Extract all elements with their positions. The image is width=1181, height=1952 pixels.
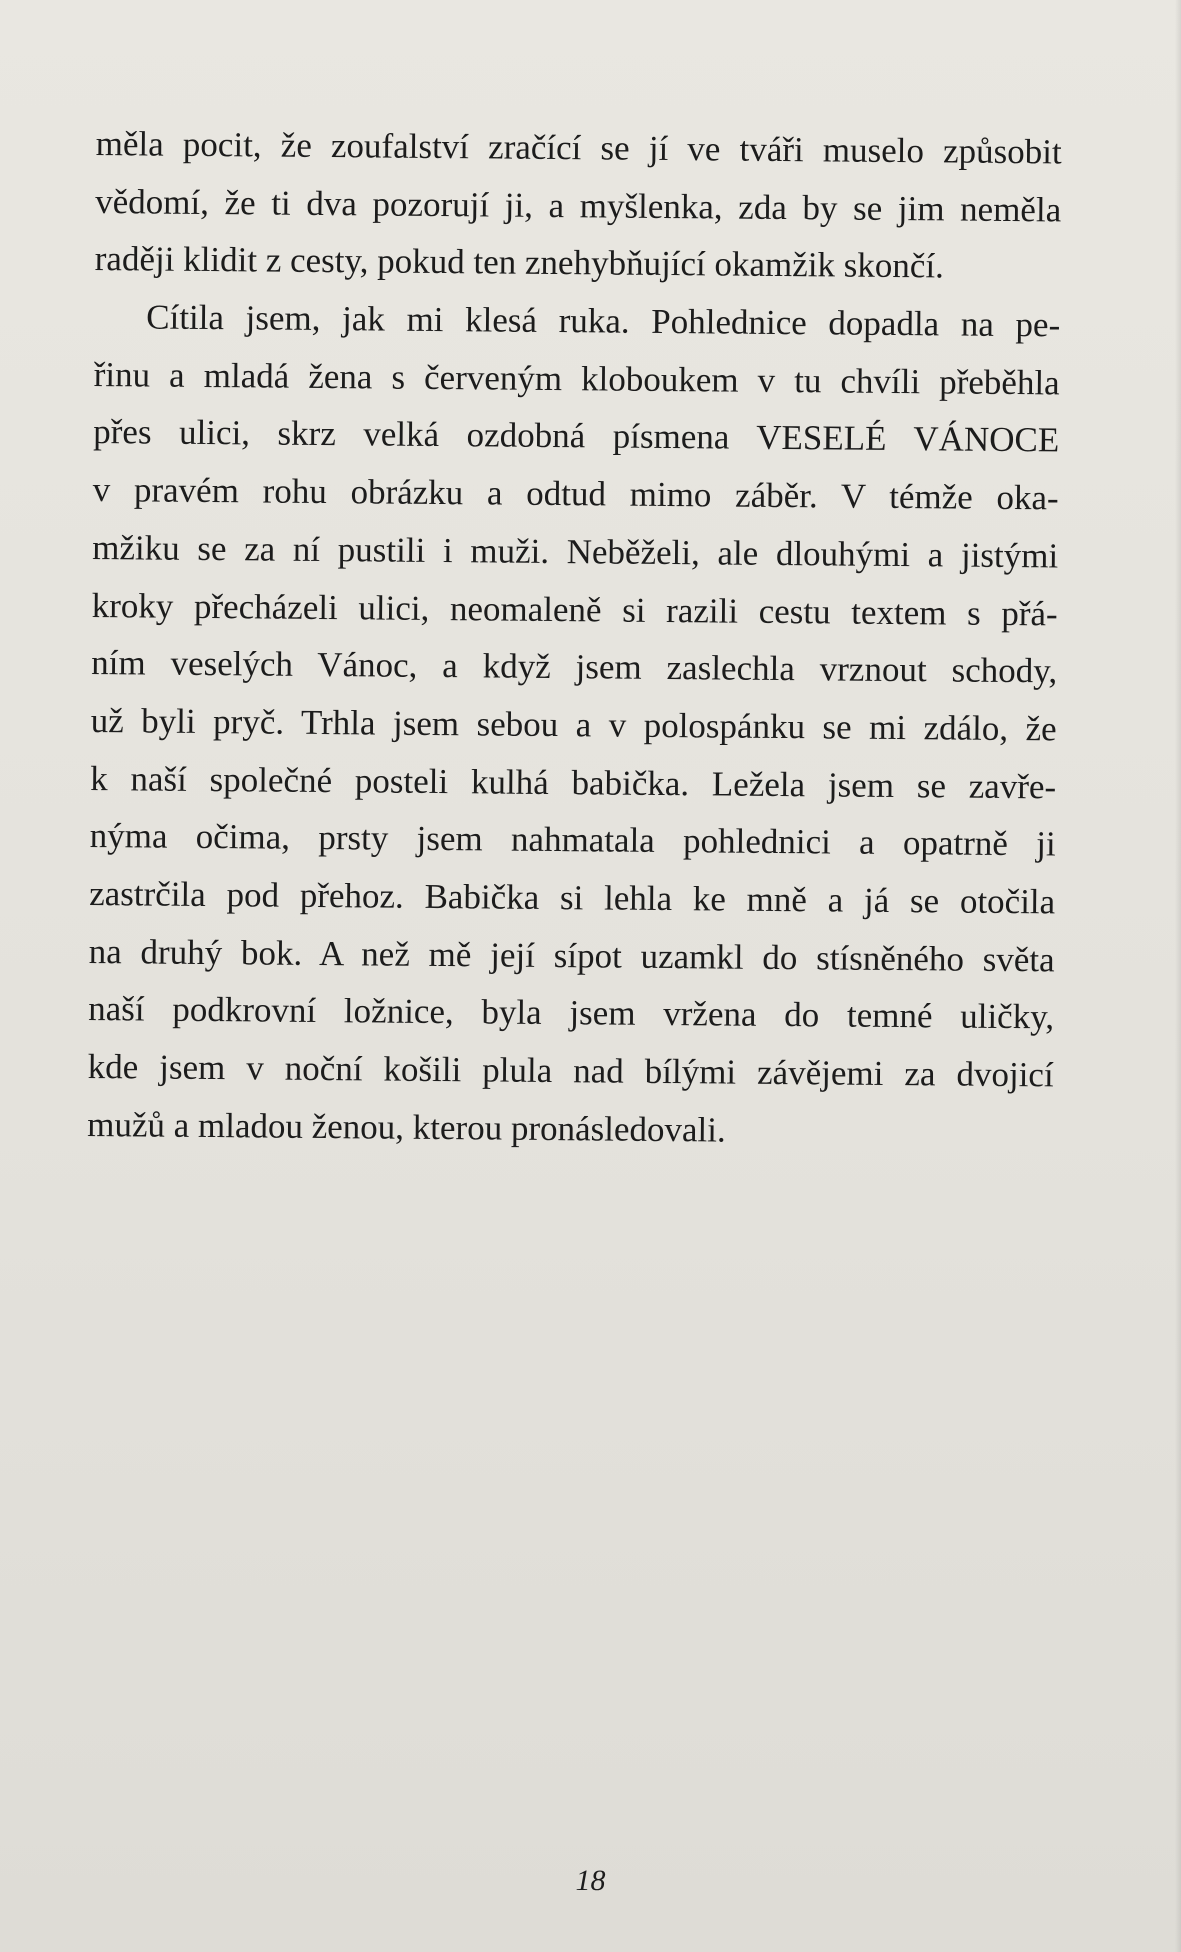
text-line: už byli pryč. Trhla jsem sebou a v polospánku se mi zdálo, že — [90, 700, 1057, 749]
text-line: vědomí, že ti dva pozorují ji, a myšlenka, zda by se jim neměla — [95, 181, 1062, 230]
page-number: 18 — [575, 1864, 606, 1897]
text-line: přes ulici, skrz velká ozdobná písmena VESELÉ VÁNOCE — [93, 412, 1060, 460]
text-line: zastrčila pod přehoz. Babička si lehla ke mně a já se otočila — [89, 873, 1056, 922]
text-line: mužů a mladou ženou, kterou pronásledovali. — [87, 1104, 726, 1150]
body-text — [87, 115, 1062, 1162]
text-line: naší podkrovní ložnice, byla jsem vržena do temné uličky, — [88, 989, 1055, 1037]
text-line: řinu a mladá žena s červeným kloboukem v tu chvíli přeběhla — [93, 354, 1060, 403]
text-line: k naší společné posteli kulhá babička. Ležela jsem se zavře- — [90, 758, 1057, 806]
text-line: Cítila jsem, jak mi klesá ruka. Pohlednice dopadla na pe- — [146, 297, 1061, 345]
text-line: nýma očima, prsty jsem nahmatala pohlednici a opatrně ji — [89, 816, 1056, 864]
text-line: na druhý bok. A než mě její sípot uzamkl do stísněného světa — [88, 931, 1055, 980]
text-line: ním veselých Vánoc, a když jsem zaslechla vrznout schody, — [91, 643, 1058, 691]
text-line: měla pocit, že zoufalství zračící se jí ve tváři muselo způsobit — [95, 123, 1062, 172]
text-line: raději klidit z cesty, pokud ten znehybňující okamžik skončí. — [94, 239, 945, 286]
text-line: kroky přecházeli ulici, neomaleně si razili cestu textem s přá- — [91, 585, 1058, 633]
text-line: mžiku se za ní pustili i muži. Neběželi, ale dlouhými a jistými — [92, 527, 1059, 576]
text-line: v pravém rohu obrázku a odtud mimo záběr. V témže oka- — [92, 470, 1059, 518]
page-edge-shadow — [1175, 0, 1181, 1952]
text-line: kde jsem v noční košili plula nad bílými závějemi za dvojicí — [87, 1046, 1054, 1095]
